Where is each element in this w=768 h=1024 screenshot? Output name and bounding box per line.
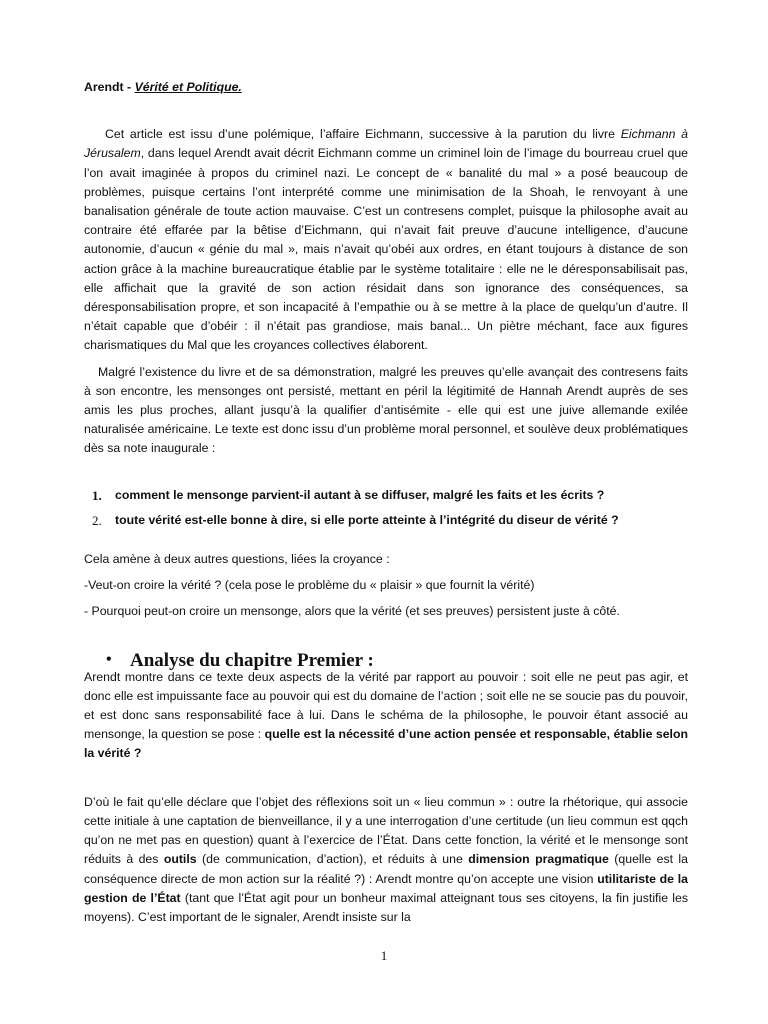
bold-dimension: dimension pragmatique (468, 852, 609, 867)
list-item-number: 1. (92, 487, 102, 503)
text-part-c: (quelle est la conséquence directe de mon action sur la réalité ?) : Arendt montre qu’on accepte une vision (84, 852, 689, 886)
document-title (84, 78, 688, 97)
paragraph-context: Malgré l’existence du livre et de sa démonstration, malgré les preuves qu’elle avançait des contresens faits à son encontre, les mensonges ont persisté, mettant en péril la légitimité de Hannah Arendt auprès de ses amis les plus proches, allant jusqu’à la qualifier d’antisémite - elle qui est une juive allemande exilée naturalisée américaine. Le texte est donc issu d’un problème moral personnel, et soulève deux problématiques dès sa note inaugurale : (84, 364, 688, 456)
list-item (84, 486, 688, 505)
paragraph-intro-text-b: , dans lequel Arendt avait décrit Eichmann comme un criminel loin de l’image du bourreau cruel que l’on avait imaginée à propos du criminel nazi. Le concept de « banalité du mal » a posé beaucoup de problèmes, puisque certains l’ont interprété comme une minimisation de la Shoah, le renvoyant à une banalisation générale de toute action mauvaise. C’est un contresens complet, puisque la philosophe avait au contraire été effarée par la bêtise d’Eichmann, qui n’avait fait preuve d’aucune intelligence, d’aucune autonomie, d’aucun « génie du mal », mais n’avait qu’obéi aux ordres, en étant toujours à distance de son action grâce à la machine bureaucratique établie par le système totalitaire : elle ne le déresponsabilisait pas, elle affichait que la gravité de son action résidait dans son ignorance des conséquences, sa déresponsabilisation propre, et son incapacité à l’empathie ou à se mettre à la place de quelqu’un d’autre. Il n’était capable que d’obéir : il n’était pas grandiose, mais banal... Un piètre méchant, face aux figures charismatiques du Mal que les croyances collectives élaborent. (84, 146, 688, 353)
paragraph-intro (84, 125, 688, 355)
text-part-b: (de communication, d’action), et réduits à une (196, 852, 469, 867)
section-heading-text: Analyse du chapitre Premier : (130, 649, 374, 671)
section-heading (84, 650, 688, 672)
bold-outils: outils (163, 852, 197, 867)
paragraph-lieu-commun (84, 793, 688, 927)
followup-intro: Cela amène à deux autres questions, liées la croyance : (84, 552, 390, 567)
analysis-text: Arendt montre dans ce texte deux aspects de la vérité par rapport au pouvoir : soit elle ne peut pas agir, et donc elle est impuissante face au pouvoir qui est du domaine de l’action ; soit elle ne se soucie pas du pouvoir, et est donc sans responsabilité face à lui. Dans le schéma de la philosophe, le pouvoir étant associé au mensonge, la question se pose : (84, 669, 688, 742)
paragraph-analysis (84, 668, 688, 764)
list-item-text: toute vérité est-elle bonne à dire, si elle porte atteinte à l’intégrité du diseur de vérité ? (115, 512, 619, 527)
list-item (84, 511, 688, 530)
questions-list (84, 486, 688, 530)
list-item-text: comment le mensonge parvient-il autant à se diffuser, malgré les faits et les écrits ? (115, 487, 605, 502)
followup-question-1: -Veut-on croire la vérité ? (cela pose le problème du « plaisir » que fournit la vérité) (84, 578, 535, 593)
bullet-icon: • (106, 650, 112, 668)
bold-utilitariste: utilitariste de la gestion de l’État (84, 871, 688, 905)
title-author: Arendt - (84, 80, 135, 94)
book-title: Eichmann à Jérusalem (84, 127, 689, 161)
text-part-d: (tant que l’État agit pour un bonheur maximal atteignant tous ses citoyens, la fin justifie les moyens). C’est important de le signaler, Arendt insiste sur la (84, 890, 688, 924)
paragraph-intro-text-a: Cet article est issu d’une polémique, l’affaire Eichmann, successive à la parution du livre (105, 127, 621, 142)
page-number: 1 (380, 948, 388, 963)
document-page (84, 78, 688, 927)
text-part-a: D’où le fait qu’elle déclare que l’objet des réflexions soit un « lieu commun » : outre la rhétorique, qui associe cette initiale à une captation de bienveillance, il y a une interrogation d’une certitude (un lieu commun est qqch qu’on ne met pas en question) quant à l’exercice de l’État. Dans cette fonction, la vérité et le mensonge sont réduits à des (84, 794, 688, 867)
list-item-number: 2. (92, 512, 102, 528)
title-work: Vérité et Politique. (134, 80, 242, 94)
followup-question-2: - Pourquoi peut-on croire un mensonge, alors que la vérité (et ses preuves) persistent juste à côté. (84, 604, 620, 619)
analysis-key-question: quelle est la nécessité d’une action pensée et responsable, établie selon la vérité ? (84, 727, 688, 761)
